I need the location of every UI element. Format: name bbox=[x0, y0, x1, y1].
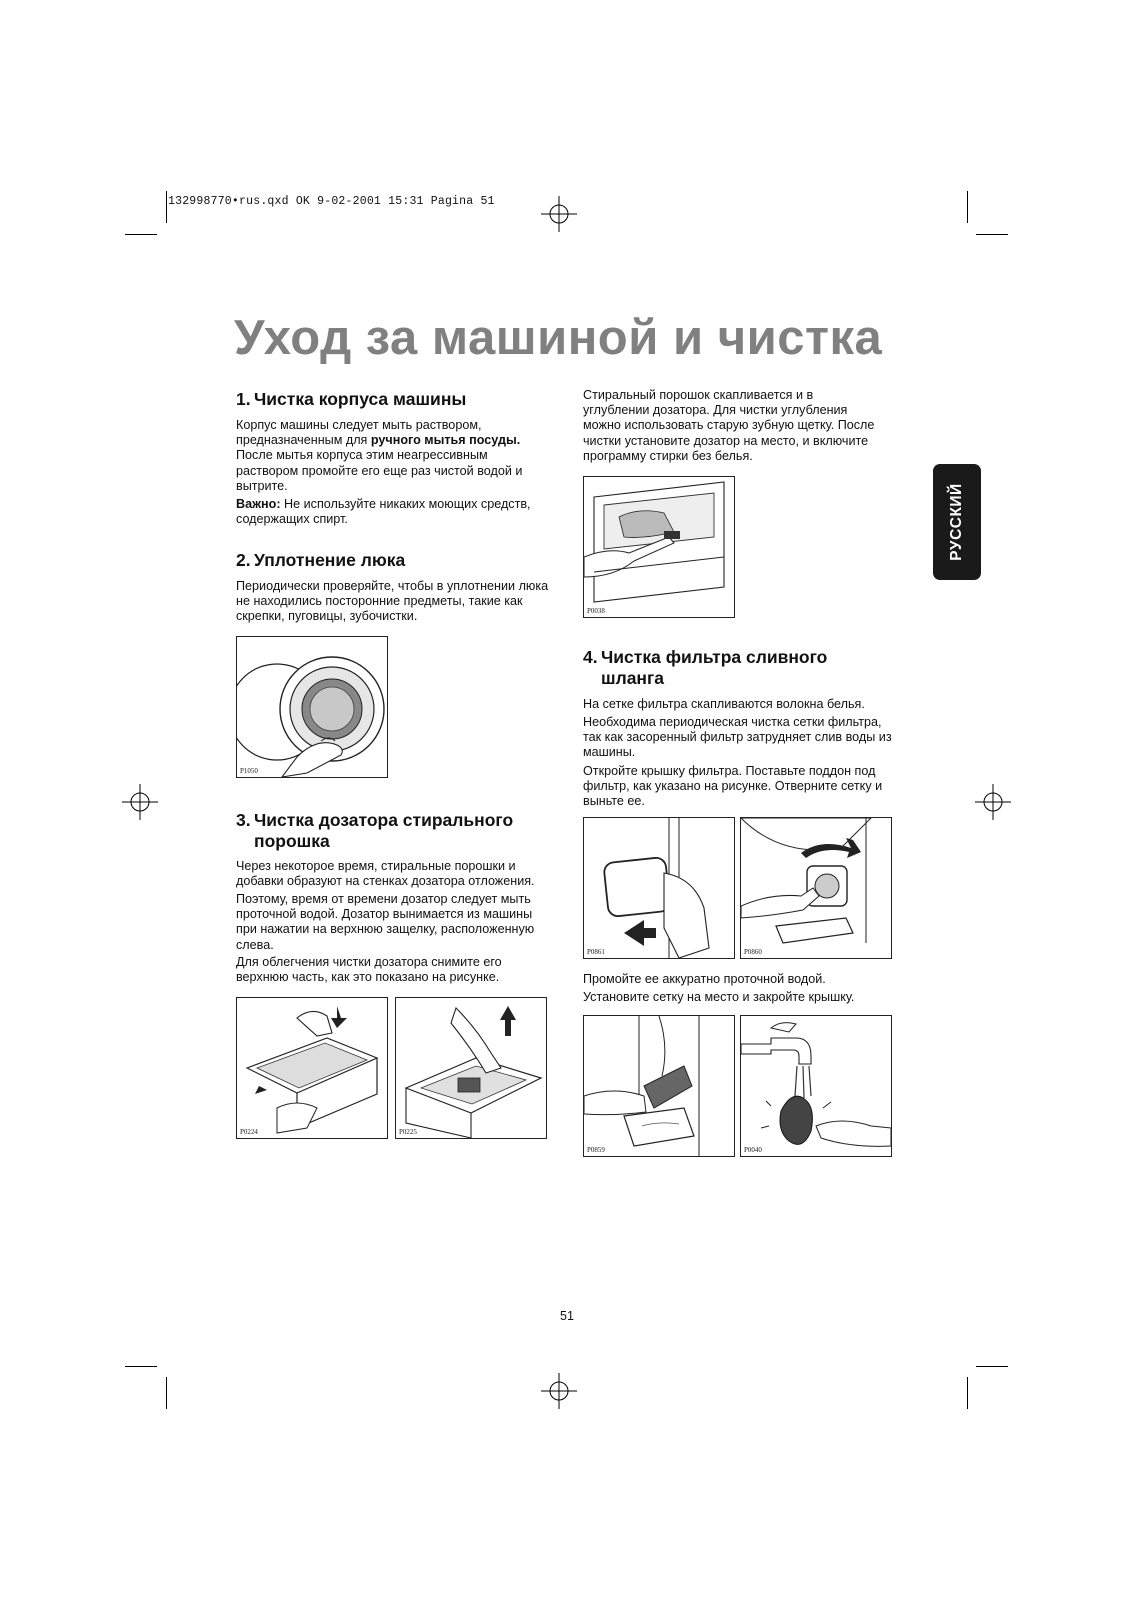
section2-number: 2. bbox=[236, 550, 251, 570]
section1-paragraph-2 bbox=[236, 497, 552, 527]
section4-title-line2: шланга bbox=[601, 668, 665, 688]
section3-paragraph-1: Через некоторое время, стиральные порошки и добавки образуют на стенках дозатора отложения. bbox=[236, 859, 535, 889]
section4-heading bbox=[583, 647, 913, 689]
section4-number: 4. bbox=[583, 647, 598, 667]
section3-number: 3. bbox=[236, 810, 251, 830]
figure-code: P0225 bbox=[399, 1128, 417, 1136]
section4-paragraph-1: На сетке фильтра скапливаются волокна белья. bbox=[583, 697, 865, 711]
section3-title-line2: порошка bbox=[254, 831, 330, 851]
figure-filter-cover bbox=[583, 817, 735, 959]
section3-paragraph-3: Для облегчения чистки дозатора снимите его верхнюю часть, как это показано на рисунке. bbox=[236, 955, 502, 985]
section1-number: 1. bbox=[236, 389, 251, 409]
section1-paragraph-1 bbox=[236, 418, 552, 494]
figure-filter-rinse bbox=[740, 1015, 892, 1157]
figure-code: P0860 bbox=[744, 948, 762, 956]
language-tab-label: РУССКИЙ bbox=[948, 483, 965, 561]
crop-mark bbox=[125, 234, 157, 235]
filter-remove-illustration bbox=[584, 1016, 734, 1156]
figure-dispenser-brush bbox=[583, 476, 735, 618]
page-title: Уход за машиной и чистка bbox=[234, 311, 883, 365]
registration-target-bottom bbox=[541, 1373, 577, 1409]
section1-important-text: Не используйте никаких моющих средств, содержащих спирт. bbox=[236, 497, 531, 527]
section1-important-label: Важно: bbox=[236, 497, 281, 511]
crop-mark bbox=[976, 1366, 1008, 1367]
figure-dispenser-top bbox=[395, 997, 547, 1139]
section4-title-line1: Чистка фильтра сливного bbox=[601, 647, 828, 667]
figure-filter-remove bbox=[583, 1015, 735, 1157]
section2-title: Уплотнение люка bbox=[254, 550, 406, 570]
section3-title-line1: Чистка дозатора стирального bbox=[254, 810, 514, 830]
figure-filter-tray bbox=[740, 817, 892, 959]
crop-mark bbox=[166, 191, 167, 223]
section2-heading bbox=[236, 550, 556, 571]
registration-target-left bbox=[122, 784, 158, 820]
figure-code: P1050 bbox=[240, 767, 258, 775]
crop-mark bbox=[967, 1377, 968, 1409]
figure-door-seal bbox=[236, 636, 388, 778]
section1-heading bbox=[236, 389, 556, 410]
language-tab bbox=[933, 464, 981, 580]
section3-heading bbox=[236, 810, 566, 852]
figure-dispenser-remove bbox=[236, 997, 388, 1139]
section4-paragraph-3: Откройте крышку фильтра. Поставьте поддон под фильтр, как указано на рисунке. Отверните сетку и выньте ее. bbox=[583, 764, 883, 809]
door-seal-illustration bbox=[237, 637, 387, 777]
dispenser-brush-illustration bbox=[584, 477, 734, 617]
section1-text-b: После мытья корпуса этим неагрессивным раствором промойте его еще раз чистой водой и вытрите. bbox=[236, 448, 523, 493]
crop-mark bbox=[976, 234, 1008, 235]
section2-paragraph-1: Периодически проверяйте, чтобы в уплотнении люка не находились посторонние предметы, такие как скрепки, пуговицы, зубочистки. bbox=[236, 579, 549, 624]
page-number: 51 bbox=[560, 1309, 574, 1323]
registration-target-top bbox=[541, 196, 577, 232]
section4-paragraph-4: Промойте ее аккуратно проточной водой. bbox=[583, 972, 826, 986]
section4-paragraph-2: Необходима периодическая чистка сетки фильтра, так как засоренный фильтр затрудняет слив воды из машины. bbox=[583, 715, 892, 760]
section1-text-bold: ручного мытья посуды. bbox=[370, 433, 521, 448]
figure-code: P0861 bbox=[587, 948, 605, 956]
column2-intro-paragraph: Стиральный порошок скапливается и в углублении дозатора. Для чистки углубления можно использовать старую зубную щетку. После чистки установите дозатор на место, и включите программу стирки без белья. bbox=[583, 388, 875, 463]
filter-cover-illustration bbox=[584, 818, 734, 958]
figure-code: P0040 bbox=[744, 1146, 762, 1154]
filter-rinse-illustration bbox=[741, 1016, 891, 1156]
figure-code: P0038 bbox=[587, 607, 605, 615]
figure-code: P0859 bbox=[587, 1146, 605, 1154]
section1-text-a: Корпус машины следует мыть раствором, предназначенным для bbox=[236, 418, 482, 448]
crop-mark bbox=[166, 1377, 167, 1409]
filter-tray-illustration bbox=[741, 818, 891, 958]
dispenser-top-illustration bbox=[396, 998, 546, 1138]
crop-mark bbox=[125, 1366, 157, 1367]
section1-title: Чистка корпуса машины bbox=[254, 389, 467, 409]
section3-paragraph-2: Поэтому, время от времени дозатор следует мыть проточной водой. Дозатор вынимается из машины при нажатии на верхнюю защелку, расположенную слева. bbox=[236, 892, 535, 952]
crop-mark bbox=[967, 191, 968, 223]
dispenser-remove-illustration bbox=[237, 998, 387, 1138]
print-info: 132998770•rus.qxd OK 9-02-2001 15:31 Pagina 51 bbox=[168, 195, 495, 208]
figure-code: P0224 bbox=[240, 1128, 258, 1136]
registration-target-right bbox=[975, 784, 1011, 820]
section4-paragraph-5: Установите сетку на место и закройте крышку. bbox=[583, 990, 855, 1004]
